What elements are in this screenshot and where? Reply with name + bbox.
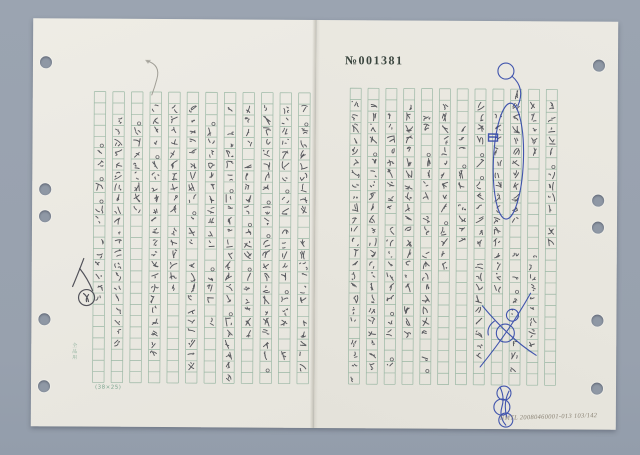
- pencil-arrow-mark: [147, 61, 158, 95]
- deletion-cross: [480, 293, 536, 367]
- paper-spread: [31, 18, 618, 430]
- handwriting-ink: [95, 104, 308, 381]
- handwriting-ink: [350, 90, 555, 383]
- handwriting-punctuation: [372, 153, 555, 374]
- punch-hole: [39, 210, 51, 222]
- revision-connector: [512, 76, 521, 106]
- punch-hole: [38, 313, 50, 325]
- punch-hole: [38, 380, 50, 392]
- manuscript-grid: [348, 88, 557, 385]
- right-page-grid-and-writing: [314, 20, 618, 430]
- punch-hole: [593, 60, 605, 72]
- revision-oval: [491, 103, 526, 220]
- grid-count-note: (38×25): [94, 384, 122, 391]
- page-right-sheet: [314, 20, 618, 430]
- paper-brand-mark: 全品用: [71, 342, 78, 361]
- punch-hole: [40, 56, 52, 68]
- page-left-sheet: [31, 18, 316, 428]
- margin-insertion-mark: [72, 258, 94, 305]
- handwriting-punctuation: [99, 122, 308, 373]
- right-page-revision-marks: [314, 20, 618, 430]
- punch-hole: [592, 195, 604, 207]
- manuscript-grid: [93, 92, 311, 384]
- stamp-number: №001381: [344, 53, 404, 68]
- revision-loop: [498, 63, 514, 79]
- punch-hole: [592, 222, 604, 234]
- punch-hole: [591, 315, 603, 327]
- punch-hole: [591, 383, 603, 395]
- pencil-arrow-head: [145, 60, 151, 64]
- revision-highlight: [489, 134, 498, 141]
- punch-hole: [39, 183, 51, 195]
- archive-note: NMTL 20080460001-013 103/142: [499, 412, 598, 422]
